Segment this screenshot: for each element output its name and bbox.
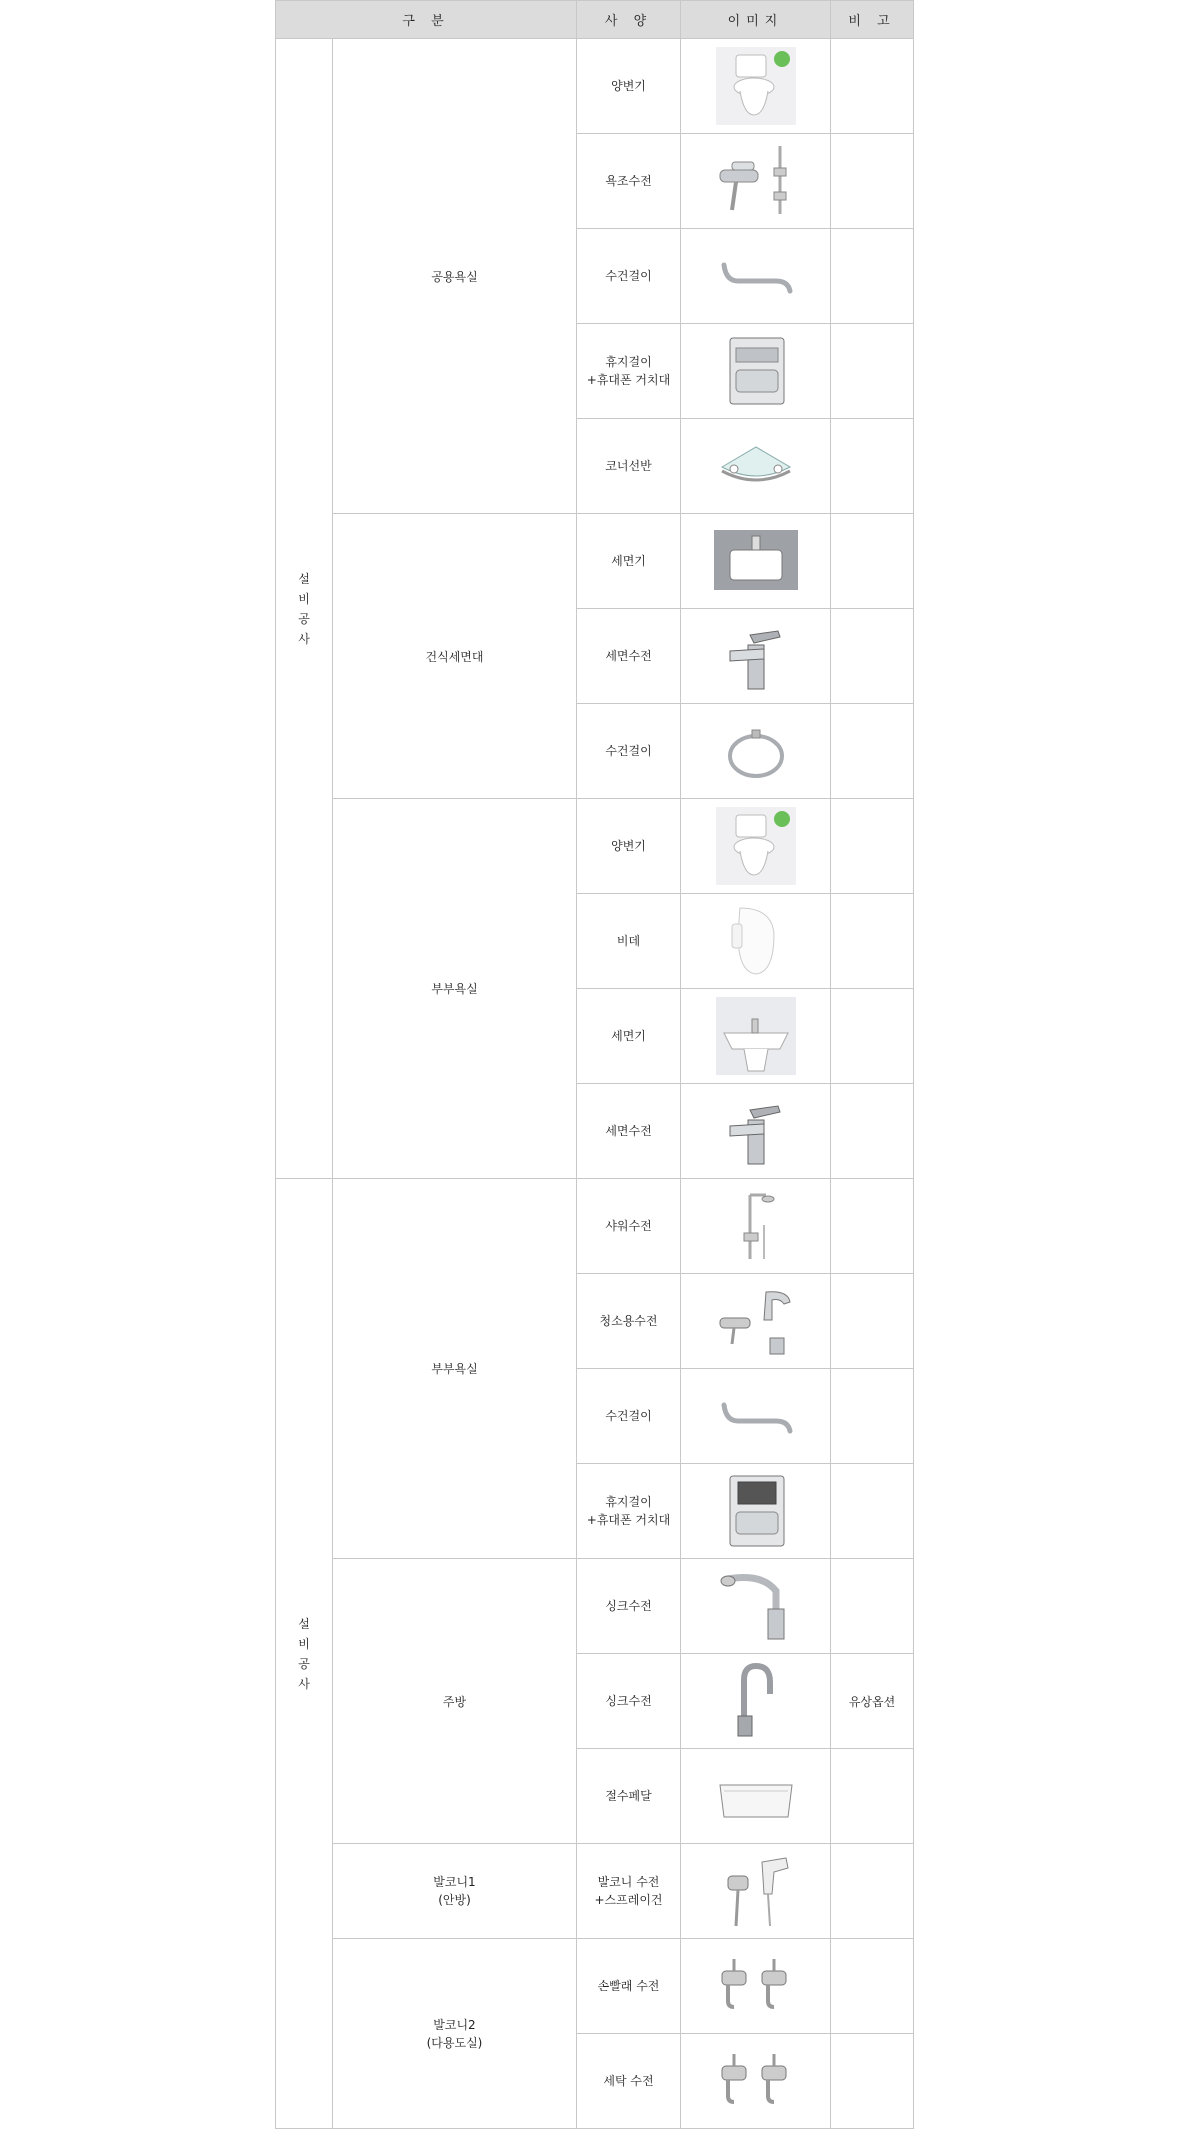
spray-gun-icon: [714, 1850, 798, 1932]
header-row: [276, 1, 914, 39]
spec-cell: 발코니 수전 +스프레이건: [577, 1844, 681, 1939]
area-balcony2: 발코니2 (다용도실): [333, 1939, 577, 2129]
table-row: [276, 1559, 914, 1654]
area-common-bath: 공용욕실: [333, 39, 577, 514]
note-cell: [831, 1274, 914, 1369]
work-category-cell: [276, 1179, 333, 2129]
towel-bar-icon: [714, 1375, 798, 1457]
note-cell: [831, 39, 914, 134]
image-cell: [681, 1369, 831, 1464]
note-cell: [831, 1559, 914, 1654]
spec-cell: 청소용수전: [577, 1274, 681, 1369]
table-row: [276, 1179, 914, 1274]
header-spec: 사 양: [577, 1, 681, 39]
note-cell: [831, 134, 914, 229]
spec-cell: 수건걸이: [577, 229, 681, 324]
note-cell: [831, 704, 914, 799]
note-cell: [831, 609, 914, 704]
spec-cell: 코너선반: [577, 419, 681, 514]
image-cell: [681, 1464, 831, 1559]
spec-cell: 샤워수전: [577, 1179, 681, 1274]
note-cell: [831, 419, 914, 514]
note-cell: [831, 2034, 914, 2129]
spec-cell: 세면수전: [577, 1084, 681, 1179]
image-cell: [681, 799, 831, 894]
note-cell: [831, 1749, 914, 1844]
image-cell: [681, 1749, 831, 1844]
wall-basin-icon: [714, 995, 798, 1077]
twin-faucet-icon: [714, 2040, 798, 2122]
image-cell: [681, 989, 831, 1084]
spec-cell: 휴지걸이 +휴대폰 거치대: [577, 324, 681, 419]
image-cell: [681, 514, 831, 609]
note-cell: [831, 324, 914, 419]
note-cell: [831, 1369, 914, 1464]
table-row: [276, 799, 914, 894]
image-cell: [681, 229, 831, 324]
note-cell: [831, 229, 914, 324]
note-cell: [831, 894, 914, 989]
cleaning-faucet-icon: [714, 1280, 798, 1362]
paper-holder-icon: [714, 330, 798, 412]
toilet-icon: [714, 45, 798, 127]
toilet-icon: [714, 805, 798, 887]
spec-cell: 비데: [577, 894, 681, 989]
spec-cell: 양변기: [577, 39, 681, 134]
image-cell: [681, 1084, 831, 1179]
image-cell: [681, 1844, 831, 1939]
work-category-label: 설 비 공 사: [298, 571, 310, 646]
basin-faucet-icon: [714, 1090, 798, 1172]
towel-ring-icon: [714, 710, 798, 792]
image-cell: [681, 1274, 831, 1369]
spec-cell: 휴지걸이 +휴대폰 거치대: [577, 1464, 681, 1559]
twin-faucet-icon: [714, 1945, 798, 2027]
counter-basin-icon: [714, 520, 798, 602]
spec-cell: 세면기: [577, 989, 681, 1084]
table-row: [276, 1939, 914, 2034]
area-master-bath: 부부욕실: [333, 799, 577, 1179]
spec-cell: 수건걸이: [577, 1369, 681, 1464]
towel-bar-icon: [714, 235, 798, 317]
image-cell: [681, 134, 831, 229]
spec-cell: 손빨래 수전: [577, 1939, 681, 2034]
note-cell: [831, 799, 914, 894]
table-row: [276, 1844, 914, 1939]
spec-cell: 세면수전: [577, 609, 681, 704]
image-cell: [681, 324, 831, 419]
spec-cell: 절수페달: [577, 1749, 681, 1844]
image-cell: [681, 2034, 831, 2129]
spec-cell: 수건걸이: [577, 704, 681, 799]
corner-shelf-icon: [714, 425, 798, 507]
note-cell: 유상옵션: [831, 1654, 914, 1749]
area-balcony1: 발코니1 (안방): [333, 1844, 577, 1939]
work-category-cell: [276, 39, 333, 1179]
image-cell: [681, 704, 831, 799]
spec-cell: 세탁 수전: [577, 2034, 681, 2129]
image-cell: [681, 1654, 831, 1749]
spec-table: [275, 0, 914, 2129]
work-category-label: 설 비 공 사: [298, 1616, 310, 1691]
paper-holder-icon: [714, 1470, 798, 1552]
image-cell: [681, 609, 831, 704]
header-note: 비 고: [831, 1, 914, 39]
header-image: 이미지: [681, 1, 831, 39]
image-cell: [681, 419, 831, 514]
area-master-bath: 부부욕실: [333, 1179, 577, 1559]
spec-cell: 양변기: [577, 799, 681, 894]
header-category: 구 분: [276, 1, 577, 39]
image-cell: [681, 1939, 831, 2034]
shower-column-icon: [714, 1185, 798, 1267]
note-cell: [831, 1939, 914, 2034]
spec-cell: 세면기: [577, 514, 681, 609]
note-cell: [831, 1179, 914, 1274]
area-dry-vanity: 건식세면대: [333, 514, 577, 799]
spec-cell: 욕조수전: [577, 134, 681, 229]
bath-faucet-icon: [714, 140, 798, 222]
table-row: [276, 39, 914, 134]
image-cell: [681, 1179, 831, 1274]
table-row: [276, 514, 914, 609]
note-cell: [831, 989, 914, 1084]
bidet-icon: [714, 900, 798, 982]
image-cell: [681, 1559, 831, 1654]
basin-faucet-icon: [714, 615, 798, 697]
note-cell: [831, 1844, 914, 1939]
area-kitchen: 주방: [333, 1559, 577, 1844]
image-cell: [681, 894, 831, 989]
spec-cell: 싱크수전: [577, 1559, 681, 1654]
note-cell: [831, 514, 914, 609]
image-cell: [681, 39, 831, 134]
spec-cell: 싱크수전: [577, 1654, 681, 1749]
pull-down-faucet-icon: [714, 1660, 798, 1742]
note-cell: [831, 1464, 914, 1559]
note-cell: [831, 1084, 914, 1179]
water-pedal-icon: [714, 1755, 798, 1837]
sink-faucet-icon: [714, 1565, 798, 1647]
